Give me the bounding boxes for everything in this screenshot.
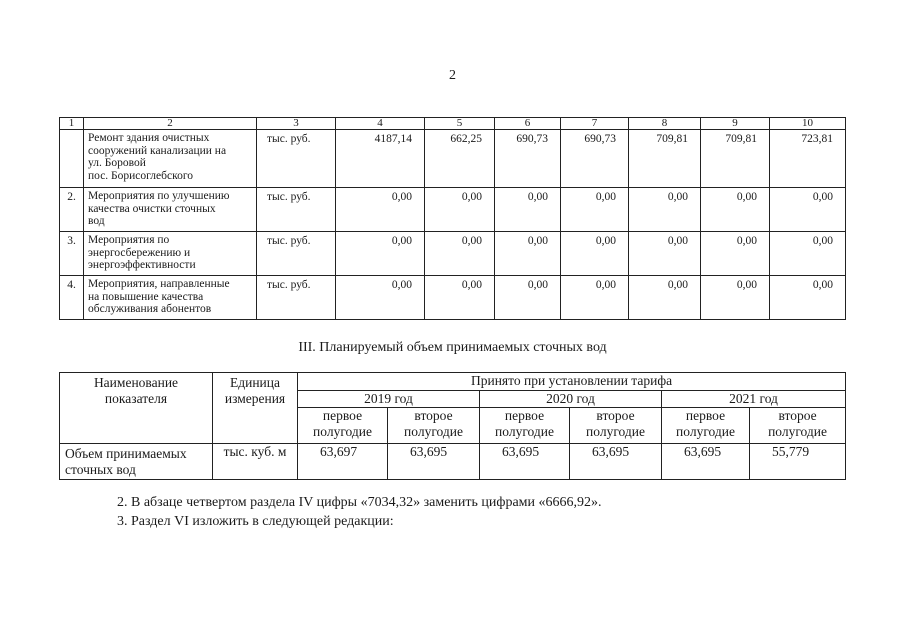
table-row: [60, 444, 846, 480]
cell-value: 63,695: [662, 444, 750, 480]
header-tariff-group: Принято при установлении тарифа: [298, 373, 846, 391]
row-unit: тыс. руб.: [257, 232, 336, 276]
cell-value: 0,00: [561, 276, 629, 320]
cell-value: 690,73: [495, 130, 561, 188]
cell-value: 0,00: [561, 232, 629, 276]
header-half: второе полугодие: [388, 408, 480, 444]
header-half: второе полугодие: [750, 408, 846, 444]
cell-value: 0,00: [629, 232, 701, 276]
column-number: 6: [495, 118, 561, 130]
page-number: 2: [449, 68, 456, 83]
cell-value: 723,81: [770, 130, 846, 188]
cell-value: 0,00: [495, 188, 561, 232]
row-number: 3.: [60, 232, 84, 276]
cell-value: 63,697: [298, 444, 388, 480]
table-row: [60, 130, 846, 188]
cell-value: 0,00: [701, 188, 770, 232]
header-unit: Единица измерения: [213, 373, 298, 444]
row-name: Ремонт здания очистных сооружений канализации на ул. Боровой пос. Борисоглебского: [84, 130, 257, 188]
column-number: 2: [84, 118, 257, 130]
cell-value: 0,00: [701, 276, 770, 320]
investment-table: [59, 117, 846, 320]
row-number: 4.: [60, 276, 84, 320]
column-number: 9: [701, 118, 770, 130]
header-year: 2021 год: [662, 391, 846, 408]
column-number: 5: [425, 118, 495, 130]
row-unit: тыс. куб. м: [213, 444, 298, 480]
row-unit: тыс. руб.: [257, 188, 336, 232]
row-name: Мероприятия по улучшению качества очистки сточных вод: [84, 188, 257, 232]
row-name: Мероприятия по энергосбережению и энергоэффективности: [84, 232, 257, 276]
cell-value: 63,695: [570, 444, 662, 480]
header-half: второе полугодие: [570, 408, 662, 444]
cell-value: 4187,14: [336, 130, 425, 188]
row-name: Объем принимаемых сточных вод: [60, 444, 213, 480]
paragraph: 2. В абзаце четвертом раздела IV цифры «7034,32» заменить цифрами «6666,92».: [117, 495, 602, 510]
cell-value: 0,00: [701, 232, 770, 276]
cell-value: 709,81: [629, 130, 701, 188]
cell-value: 0,00: [336, 188, 425, 232]
cell-value: 0,00: [561, 188, 629, 232]
column-number: 8: [629, 118, 701, 130]
wastewater-volume-table: [59, 372, 846, 480]
cell-value: 63,695: [388, 444, 480, 480]
cell-value: 0,00: [425, 232, 495, 276]
row-unit: тыс. руб.: [257, 130, 336, 188]
cell-value: 0,00: [495, 276, 561, 320]
cell-value: 0,00: [425, 188, 495, 232]
cell-value: 0,00: [629, 276, 701, 320]
table-row: [60, 188, 846, 232]
cell-value: 0,00: [336, 276, 425, 320]
column-number: 3: [257, 118, 336, 130]
cell-value: 662,25: [425, 130, 495, 188]
header-year: 2020 год: [480, 391, 662, 408]
table-row: [60, 276, 846, 320]
cell-value: 0,00: [336, 232, 425, 276]
column-number: 1: [60, 118, 84, 130]
row-unit: тыс. руб.: [257, 276, 336, 320]
section-title: III. Планируемый объем принимаемых сточных вод: [298, 340, 607, 355]
cell-value: 690,73: [561, 130, 629, 188]
paragraph: 3. Раздел VI изложить в следующей редакции:: [117, 514, 394, 529]
row-name: Мероприятия, направленные на повышение качества обслуживания абонентов: [84, 276, 257, 320]
cell-value: 0,00: [770, 232, 846, 276]
header-half: первое полугодие: [480, 408, 570, 444]
cell-value: 0,00: [425, 276, 495, 320]
header-half: первое полугодие: [662, 408, 750, 444]
cell-value: 0,00: [495, 232, 561, 276]
cell-value: 0,00: [629, 188, 701, 232]
cell-value: 0,00: [770, 276, 846, 320]
cell-value: 709,81: [701, 130, 770, 188]
row-number: 2.: [60, 188, 84, 232]
table-row: [60, 232, 846, 276]
cell-value: 0,00: [770, 188, 846, 232]
table-header-row: [60, 373, 846, 391]
cell-value: 63,695: [480, 444, 570, 480]
column-number: 10: [770, 118, 846, 130]
row-number: [60, 130, 84, 188]
header-indicator-name: Наименование показателя: [60, 373, 213, 444]
table-header-row: [60, 118, 846, 130]
cell-value: 55,779: [750, 444, 846, 480]
column-number: 7: [561, 118, 629, 130]
header-half: первое полугодие: [298, 408, 388, 444]
header-year: 2019 год: [298, 391, 480, 408]
column-number: 4: [336, 118, 425, 130]
